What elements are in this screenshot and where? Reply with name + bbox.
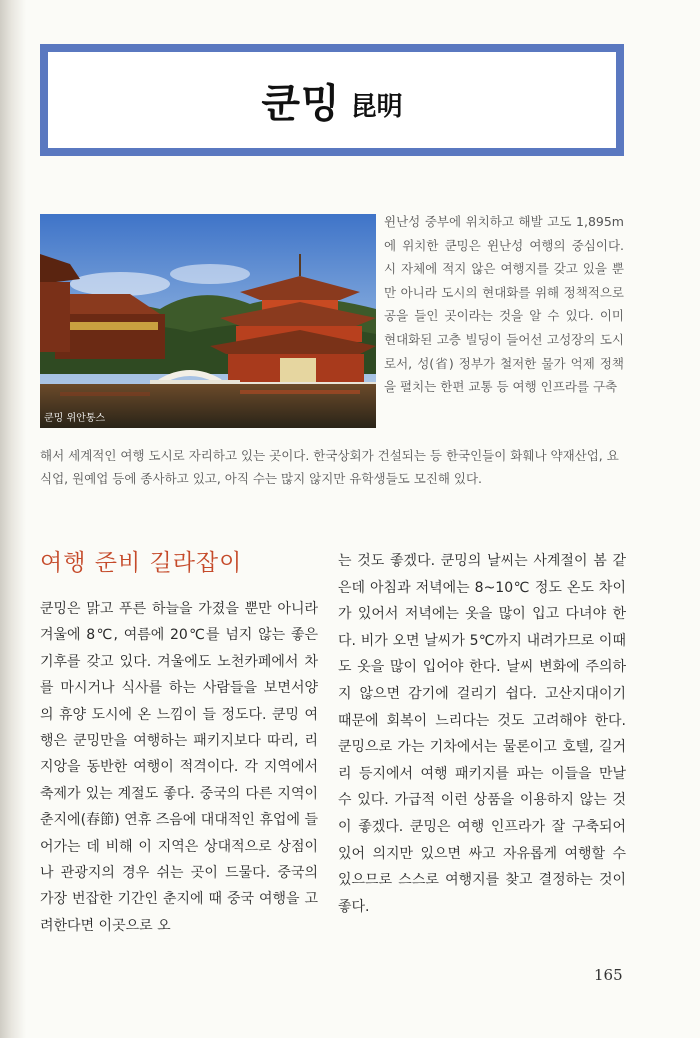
- title-frame: [40, 44, 624, 156]
- page-title-hanja: 昆明: [350, 91, 403, 122]
- title-box: [48, 52, 616, 148]
- intro-paragraph-wrapped: 윈난성 중부에 위치하고 해발 고도 1,895m에 위치한 쿤밍은 윈난성 여행의 중심이다. 시 자체에 적지 않은 여행지를 갖고 있을 뿐만 아니라 도시의 현대화를 위해 정책적으로 공을 들인 곳이라는 것을 알 수 있다. 이미 현대화된 고층 빌딩이 들어선 고성장의 도시로서, 성(省) 정부가 철저한 물가 억제 정책을 펼치는 한편 교통 등 여행 인프라를 구축: [384, 214, 624, 395]
- body-column-right: 는 것도 좋겠다. 쿤밍의 날씨는 사계절이 봄 같은데 아침과 저녁에는 8~10℃ 정도 온도 차이가 있어서 저녁에는 옷을 많이 입고 다녀야 한다. 비가 오면 날씨가 5℃까지 내려가므로 이때도 옷을 많이 입어야 한다. 날씨 변화에 주의하지 않으면 감기에 걸리기 쉽다. 고산지대이기 때문에 회복이 느리다는 것도 고려해야 한다. 쿤밍으로 가는 기차에서는 물론이고 호텔, 길거리 등지에서 여행 패키지를 파는 이들을 만날 수 있다. 가급적 이런 상품을 이용하지 않는 것이 좋겠다. 쿤밍은 여행 인프라가 잘 구축되어 있어 의지만 있으면 싸고 자유롭게 여행할 수 있으므로 스스로 여행지를 찾고 결정하는 것이 좋다.: [338, 553, 626, 915]
- section-title: 여행 준비 길라잡이: [40, 550, 243, 576]
- temple-photo-image: [40, 214, 376, 428]
- intro-paragraph-continued: 해서 세계적인 여행 도시로 자리하고 있는 곳이다. 한국상회가 건설되는 등 한국인들이 화훼나 약재산업, 요식업, 원예업 등에 종사하고 있고, 아직 수는 많지 않지만 유학생들도 모진해 있다.: [40, 448, 619, 486]
- body-column-left: 쿤밍은 맑고 푸른 하늘을 가졌을 뿐만 아니라 겨울에 8℃, 여름에 20℃를 넘지 않는 좋은 기후를 갖고 있다. 겨울에도 노천카페에서 차를 마시거나 식사를 하는 사람들을 보면서양의 휴양 도시에 온 느낌이 들 정도다. 쿤밍 여행은 쿤밍만을 여행하는 패키지보다 따리, 리지앙을 동반한 여행이 적격이다. 각 지역에서 축제가 있는 계절도 좋다. 중국의 다른 지역이 춘지에(春節) 연휴 즈음에 대대적인 휴업에 들어가는 데 비해 이 지역은 상대적으로 상점이나 관광지의 경우 쉬는 곳이 드물다. 중국의 가장 번잡한 기간인 춘지에 때 중국 여행을 고려한다면 이곳으로 오: [40, 601, 318, 934]
- photo-caption: 쿤밍 위안통스: [44, 413, 106, 424]
- temple-photo: [40, 214, 376, 428]
- page-title: 쿤밍: [261, 80, 341, 127]
- page-number: 165: [594, 966, 623, 984]
- page-gutter-shadow: [0, 0, 26, 1038]
